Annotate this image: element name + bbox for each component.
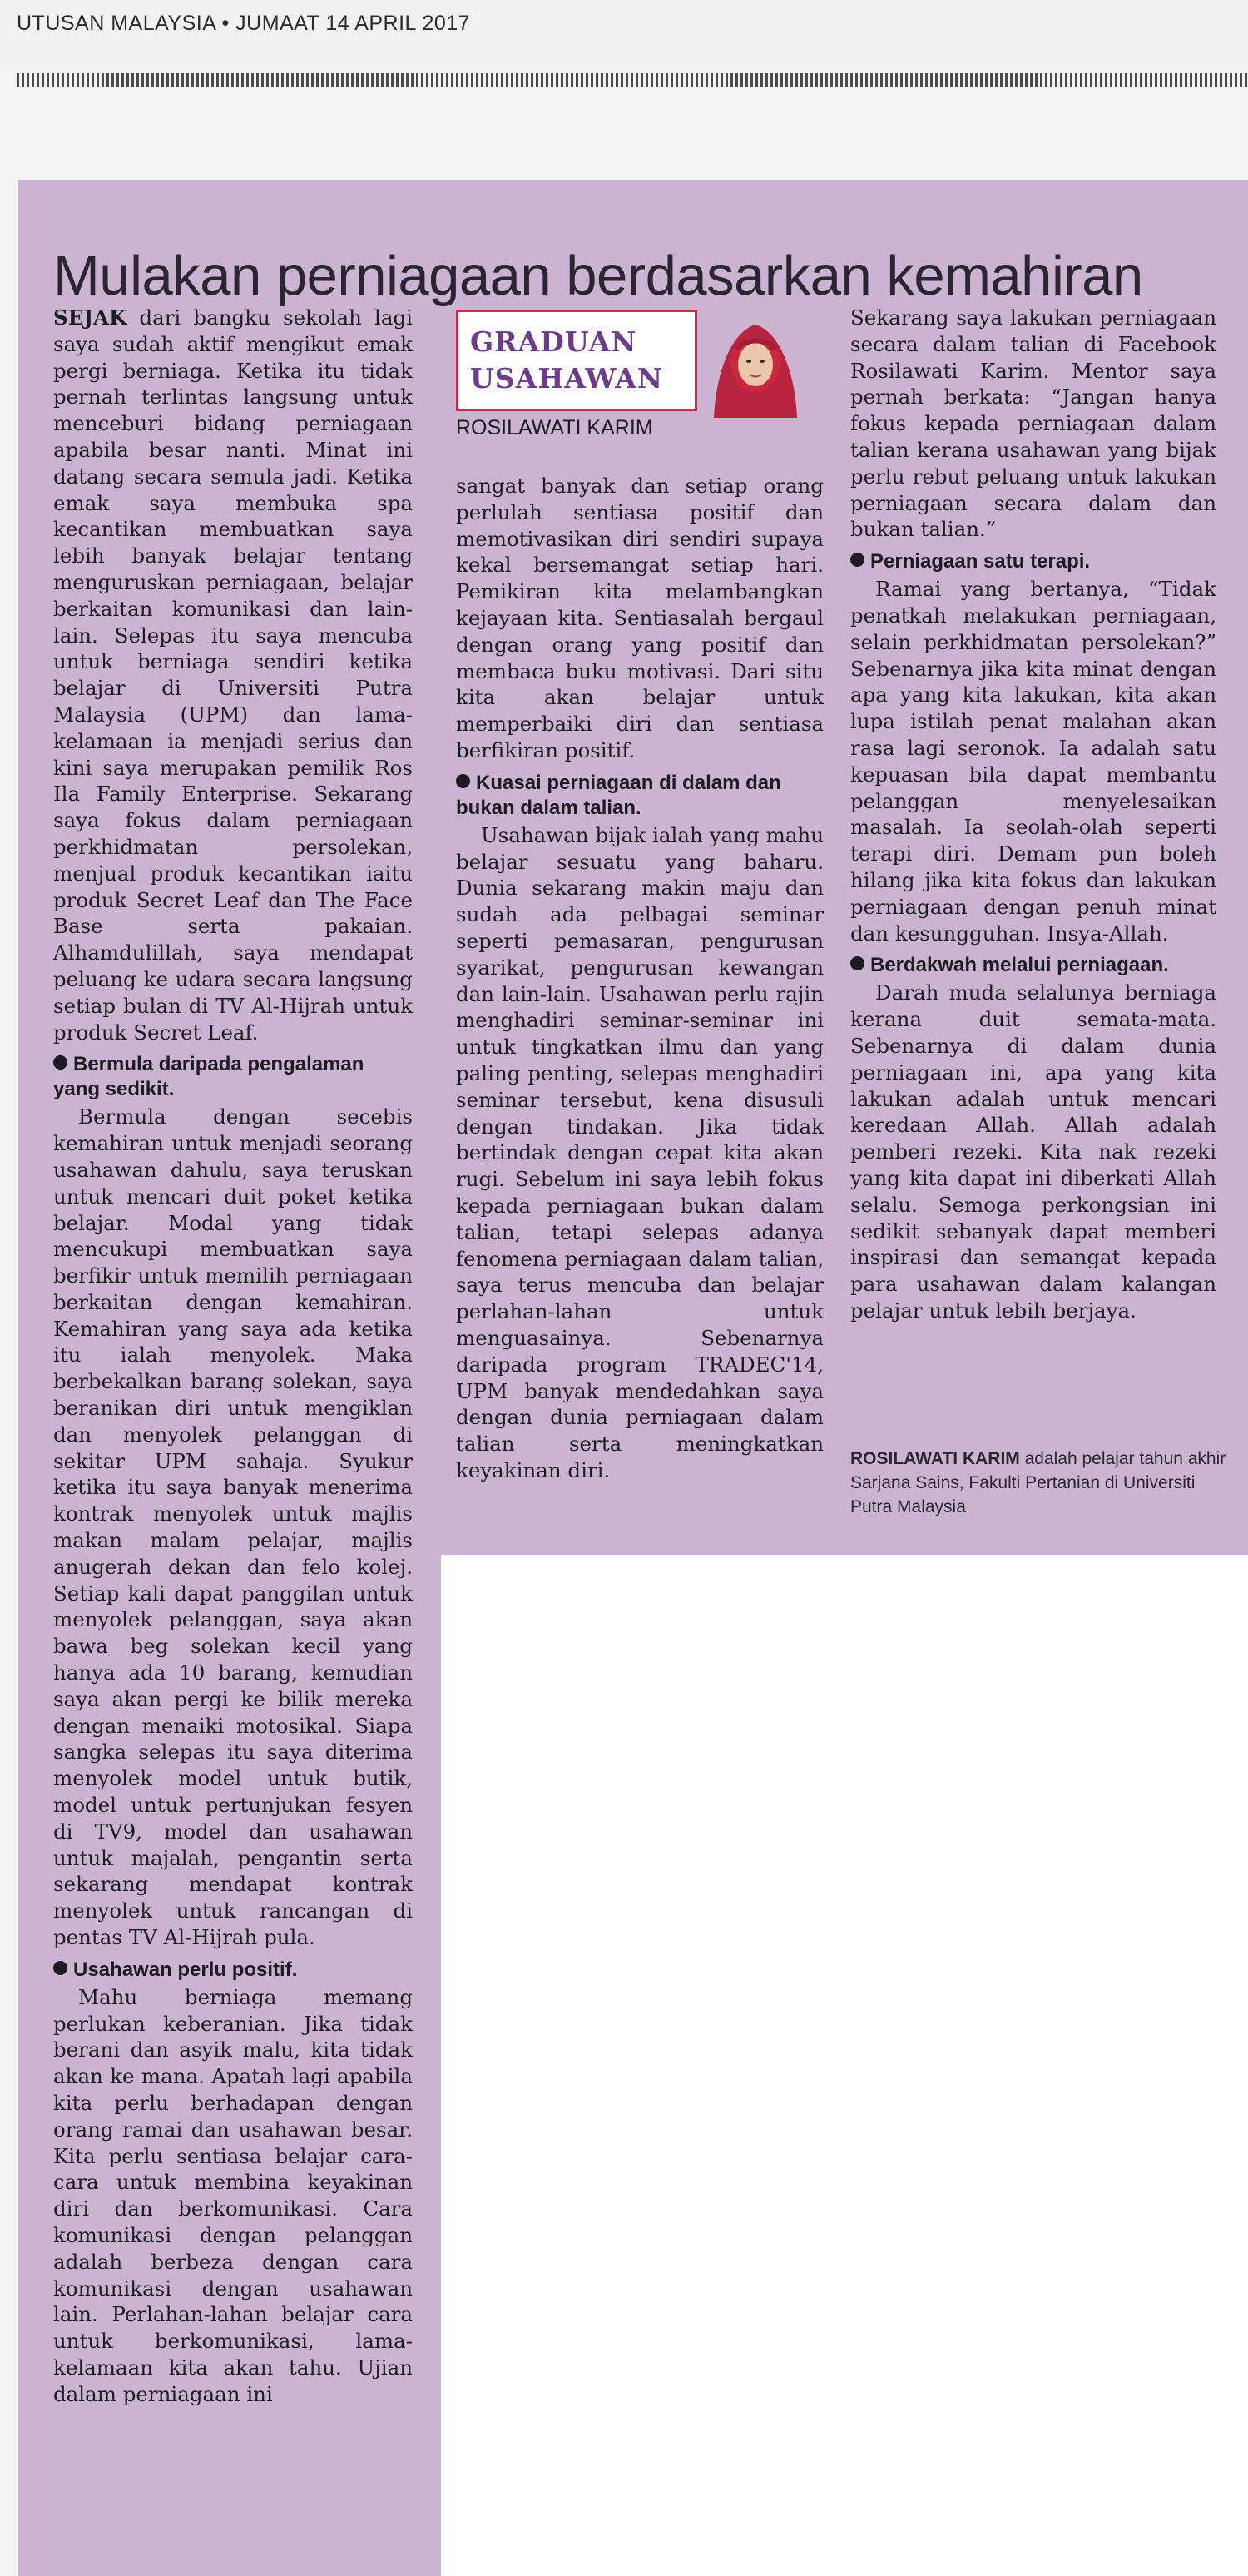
author-note-name: ROSILAWATI KARIM [850, 1449, 1020, 1468]
author-note [850, 1447, 1233, 1519]
blank-area [441, 1555, 1248, 2576]
paragraph: Usahawan bijak ialah yang mahu belajar sesuatu yang baharu. Dunia sekarang makin maju dan sudah ada pelbagai seminar seperti pemasaran, pengurusan syarikat, pengurusan kewangan dan lain-lain. Usahawan perlu rajin menghadiri seminar-seminar ini untuk tingkatkan ilmu dan yang paling penting, selepas menghadiri seminar tersebut, kena disusuli dengan tindakan. Jika tidak bertindak dengan cepat kita akan rugi. Sebelum ini saya lebih fokus kepada perniagaan bukan dalam talian, tetapi selepas adanya fenomena perniagaan dalam talian, saya terus mencuba dan belajar perlahan-lahan untuk menguasainya. Sebenarnya daripada program TRADEC'14, UPM banyak mendedahkan saya dengan dunia perniagaan dalam talian serta meningkatkan keyakinan diri. [456, 822, 824, 1482]
paragraph: sangat banyak dan setiap orang perlulah sentiasa positif dan memotivasikan diri sendiri supaya kekal bersemangat setiap hari. Pemikiran kita melambangkan kejayaan kita. Sentiasalah bergaul dengan orang yang positif dan membaca buku motivasi. Dari situ kita akan belajar untuk memperbaiki diri dan sentiasa berfikiran positif. [456, 474, 824, 762]
paragraph: Mahu berniaga memang perlukan keberanian. Jika tidak berani dan asyik malu, kita tidak akan ke mana. Apatah lagi apabila kita perlu berhadapan dengan orang ramai dan usahawan besar. Kita perlu sentiasa belajar cara-cara untuk membina keyakinan diri dan berkomunikasi. Cara komunikasi dengan pelanggan adalah berbeza dengan cara komunikasi dengan usahawan lain. Perlahan-lahan belajar cara untuk berkomunikasi, lama-kelamaan kita akan tahu. Ujian dalam perniagaan ini [53, 1984, 413, 2406]
bullet-icon [53, 1961, 67, 1975]
subheading [53, 1958, 413, 1983]
subheading-text: Bermula daripada pengalaman yang sedikit. [53, 1053, 364, 1101]
byline-name: ROSILAWATI KARIM [456, 416, 653, 439]
subheading [850, 549, 1216, 574]
bullet-icon [53, 1055, 67, 1070]
column-badge [456, 310, 697, 411]
bullet-icon [850, 956, 864, 970]
column-1 [53, 305, 413, 2408]
paragraph: Darah muda selalunya berniaga kerana duit semata-mata. Sebenarnya di dalam dunia perniagaan ini, apa yang kita lakukan adalah untuk mencari keredaan Allah. Allah adalah pemberi rezeki. Kita nak rezeki yang kita dapat ini diberkati Allah selalu. Semoga perkongsian ini sedikit sebanyak dapat memberi inspirasi dan semangat kepada para usahawan dalam kalangan pelajar untuk lebih berjaya. [850, 980, 1216, 1323]
subheading [53, 1052, 413, 1102]
bullet-icon [456, 774, 470, 788]
column-3 [850, 305, 1216, 1324]
author-note-text: adalah pelajar tahun akhir Sarjana Sains, Fakulti Pertanian di Universiti Putra Malaysia [850, 1449, 1226, 1516]
newspaper-masthead [0, 0, 1248, 67]
subheading [456, 771, 824, 821]
headline: Mulakan perniagaan berdasarkan kemahiran [53, 244, 1143, 307]
badge-line-1: GRADUAN [470, 325, 637, 358]
badge-line-2: USAHAWAN [470, 362, 664, 395]
paragraph: Sekarang saya lakukan perniagaan secara dalam talian di Facebook Rosilawati Karim. Mentor saya pernah berkata: “Jangan hanya fokus kepada perniagaan dalam talian kerana usahawan yang bijak perlu rebut peluang untuk lakukan perniagaan secara dalam dan bukan talian.” [850, 305, 1216, 542]
paragraph: Bermula dengan secebis kemahiran untuk menjadi seorang usahawan dahulu, saya teruskan untuk mencari duit poket ketika belajar. Modal yang tidak mencukupi membuatkan saya berfikir untuk memilih perniagaan berkaitan dengan kemahiran. Kemahiran yang saya ada ketika itu ialah menyolek. Maka berbekalkan barang solekan, saya beranikan diri untuk mengiklan dan menyolek pelanggan di sekitar UPM sahaja. Syukur ketika itu saya banyak menerima kontrak menyolek untuk majlis makan malam pelajar, majlis anugerah dekan dan felo kolej. Setiap kali dapat panggilan untuk menyolek pelanggan, saya akan bawa beg solekan kecil yang hanya ada 10 barang, kemudian saya akan pergi ke bilik mereka dengan menaiki motosikal. Siapa sangka selepas itu saya diterima menyolek model untuk butik, model untuk pertunjukan fesyen di TV9, model dan usahawan untuk majalah, pengantin serta sekarang mendapat kontrak menyolek untuk rancangan di pentas TV Al-Hijrah pula. [53, 1104, 413, 1950]
masthead-text: UTUSAN MALAYSIA • JUMAAT 14 APRIL 2017 [17, 12, 471, 35]
subheading-text: Usahawan perlu positif. [73, 1958, 298, 1981]
paragraph: Ramai yang bertanya, “Tidak penatkah melakukan perniagaan, selain perkhidmatan persolekan?” Sebenarnya jika kita minat dengan apa yang kita lakukan, kita akan lupa istilah penat malahan akan rasa lagi seronok. Ia adalah satu kepuasan bila dapat membantu pelanggan menyelesaikan masalah. Ia seolah-olah seperti terapi diri. Demam pun boleh hilang jika kita fokus dan lakukan perniagaan dengan penuh minat dan kesungguhan. Insya-Allah. [850, 577, 1216, 946]
paragraph-text: dari bangku sekolah lagi saya sudah aktif mengikut emak pergi berniaga. Ketika itu tidak pernah terlintas langsung untuk menceburi bidang perniagaan apabila besar nanti. Minat ini datang secara semula jadi. Ketika emak saya membuka spa kecantikan membuatkan saya lebih banyak belajar tentang menguruskan perniagaan, belajar berkaitan komunikasi dan lain-lain. Selepas itu saya mencuba untuk berniaga sendiri ketika belajar di Universiti Putra Malaysia (UPM) dan lama-kelamaan ia menjadi serius dan kini saya merupakan pemilik Ros Ila Family Enterprise. Sekarang saya fokus dalam perniagaan perkhidmatan persolekan, menjual produk kecantikan iaitu produk Secret Leaf dan The Face Base serta pakaian. Alhamdulillah, saya mendapat peluang ke udara secara langsung setiap bulan di TV Al-Hijrah untuk produk Secret Leaf. [53, 305, 413, 1045]
column-2 [456, 473, 824, 1484]
paragraph [53, 305, 413, 1045]
subheading-text: Berdakwah melalui perniagaan. [870, 954, 1169, 977]
bullet-icon [850, 553, 864, 567]
subheading [850, 953, 1216, 978]
subheading-text: Perniagaan satu terapi. [870, 550, 1091, 573]
subheading-text: Kuasai perniagaan di dalam dan bukan dalam talian. [456, 771, 781, 819]
barcode-rule [17, 73, 1248, 87]
byline-box [456, 301, 822, 439]
author-photo [697, 301, 814, 418]
lead-word: SEJAK [53, 305, 127, 330]
